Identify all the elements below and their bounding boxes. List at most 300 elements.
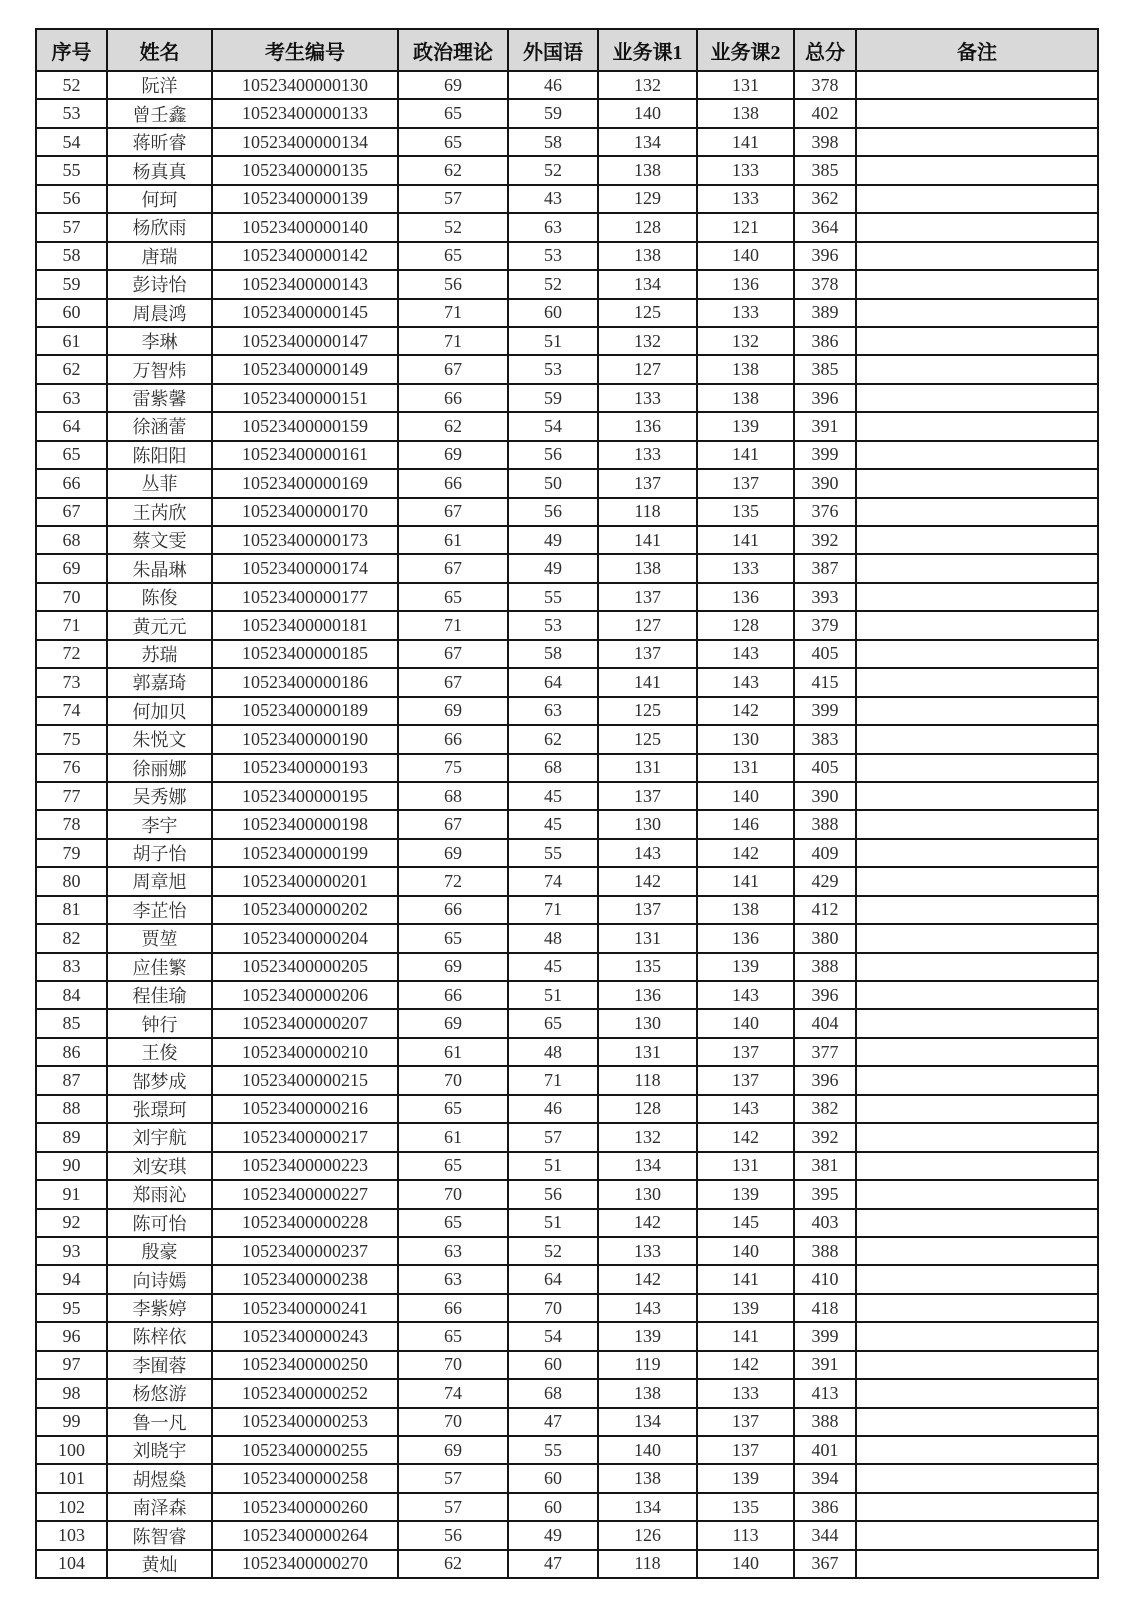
remark-cell xyxy=(856,1521,1098,1549)
table-row xyxy=(36,1464,1098,1492)
candidate-id-cell: 10523400000253 xyxy=(212,1408,398,1436)
total-score-cell: 383 xyxy=(794,725,856,753)
course2-score-cell: 133 xyxy=(697,299,794,327)
candidate-id-cell: 10523400000135 xyxy=(212,156,398,184)
foreign-language-score-cell: 47 xyxy=(508,1408,598,1436)
remark-cell xyxy=(856,1464,1098,1492)
candidate-id-cell: 10523400000139 xyxy=(212,185,398,213)
course2-score-cell: 137 xyxy=(697,1066,794,1094)
course2-score-cell: 143 xyxy=(697,668,794,696)
seq-cell: 87 xyxy=(36,1066,107,1094)
course1-score-cell: 143 xyxy=(598,1294,697,1322)
foreign-language-score-cell: 59 xyxy=(508,384,598,412)
course2-score-cell: 139 xyxy=(697,953,794,981)
total-score-cell: 362 xyxy=(794,185,856,213)
candidate-id-cell: 10523400000140 xyxy=(212,213,398,241)
seq-cell: 53 xyxy=(36,99,107,127)
total-score-cell: 390 xyxy=(794,469,856,497)
name-cell: 杨悠游 xyxy=(107,1379,212,1407)
seq-cell: 80 xyxy=(36,867,107,895)
course2-score-cell: 130 xyxy=(697,725,794,753)
foreign-language-score-cell: 57 xyxy=(508,1123,598,1151)
name-cell: 唐瑞 xyxy=(107,242,212,270)
course2-score-cell: 136 xyxy=(697,270,794,298)
politics-score-cell: 72 xyxy=(398,867,508,895)
politics-score-cell: 61 xyxy=(398,526,508,554)
seq-cell: 93 xyxy=(36,1237,107,1265)
table-row xyxy=(36,1237,1098,1265)
course1-score-cell: 118 xyxy=(598,498,697,526)
table-row xyxy=(36,611,1098,639)
politics-score-cell: 65 xyxy=(398,99,508,127)
total-score-cell: 396 xyxy=(794,981,856,1009)
seq-cell: 84 xyxy=(36,981,107,1009)
table-row xyxy=(36,1123,1098,1151)
foreign-language-score-cell: 56 xyxy=(508,1180,598,1208)
foreign-language-score-cell: 54 xyxy=(508,412,598,440)
total-score-cell: 388 xyxy=(794,1408,856,1436)
table-row xyxy=(36,782,1098,810)
name-cell: 丛菲 xyxy=(107,469,212,497)
candidate-id-cell: 10523400000190 xyxy=(212,725,398,753)
candidate-id-cell: 10523400000199 xyxy=(212,839,398,867)
course1-score-cell: 134 xyxy=(598,1493,697,1521)
foreign-language-score-cell: 55 xyxy=(508,839,598,867)
table-row xyxy=(36,1265,1098,1293)
remark-cell xyxy=(856,99,1098,127)
seq-cell: 63 xyxy=(36,384,107,412)
table-row xyxy=(36,867,1098,895)
foreign-language-score-cell: 55 xyxy=(508,583,598,611)
seq-cell: 69 xyxy=(36,554,107,582)
politics-score-cell: 65 xyxy=(398,128,508,156)
seq-cell: 79 xyxy=(36,839,107,867)
candidate-id-cell: 10523400000260 xyxy=(212,1493,398,1521)
remark-cell xyxy=(856,1038,1098,1066)
foreign-language-score-cell: 65 xyxy=(508,1009,598,1037)
foreign-language-score-cell: 52 xyxy=(508,1237,598,1265)
candidate-id-cell: 10523400000193 xyxy=(212,754,398,782)
name-cell: 曾壬鑫 xyxy=(107,99,212,127)
course2-score-cell: 142 xyxy=(697,1351,794,1379)
foreign-language-score-cell: 49 xyxy=(508,526,598,554)
remark-cell xyxy=(856,1265,1098,1293)
politics-score-cell: 61 xyxy=(398,1123,508,1151)
table-row xyxy=(36,697,1098,725)
remark-cell xyxy=(856,981,1098,1009)
course1-score-cell: 118 xyxy=(598,1550,697,1578)
total-score-cell: 398 xyxy=(794,128,856,156)
remark-cell xyxy=(856,1095,1098,1123)
course2-score-cell: 140 xyxy=(697,782,794,810)
politics-score-cell: 67 xyxy=(398,810,508,838)
seq-cell: 97 xyxy=(36,1351,107,1379)
total-score-cell: 385 xyxy=(794,355,856,383)
politics-score-cell: 71 xyxy=(398,611,508,639)
remark-cell xyxy=(856,384,1098,412)
politics-score-cell: 67 xyxy=(398,554,508,582)
course1-score-cell: 126 xyxy=(598,1521,697,1549)
total-score-cell: 380 xyxy=(794,924,856,952)
candidate-id-cell: 10523400000177 xyxy=(212,583,398,611)
seq-cell: 81 xyxy=(36,896,107,924)
total-score-cell: 410 xyxy=(794,1265,856,1293)
candidate-id-cell: 10523400000159 xyxy=(212,412,398,440)
course1-score-cell: 130 xyxy=(598,810,697,838)
course1-score-cell: 125 xyxy=(598,697,697,725)
remark-cell xyxy=(856,697,1098,725)
course2-score-cell: 138 xyxy=(697,384,794,412)
total-score-cell: 405 xyxy=(794,754,856,782)
remark-cell xyxy=(856,953,1098,981)
remark-cell xyxy=(856,1180,1098,1208)
candidate-id-cell: 10523400000134 xyxy=(212,128,398,156)
name-cell: 王芮欣 xyxy=(107,498,212,526)
seq-cell: 86 xyxy=(36,1038,107,1066)
column-header-candidate-id: 考生编号 xyxy=(212,29,398,71)
course1-score-cell: 125 xyxy=(598,299,697,327)
course2-score-cell: 142 xyxy=(697,697,794,725)
politics-score-cell: 67 xyxy=(398,355,508,383)
course2-score-cell: 133 xyxy=(697,185,794,213)
candidate-id-cell: 10523400000250 xyxy=(212,1351,398,1379)
seq-cell: 57 xyxy=(36,213,107,241)
politics-score-cell: 67 xyxy=(398,498,508,526)
politics-score-cell: 69 xyxy=(398,71,508,99)
candidate-id-cell: 10523400000206 xyxy=(212,981,398,1009)
name-cell: 蒋昕睿 xyxy=(107,128,212,156)
course1-score-cell: 137 xyxy=(598,896,697,924)
table-row xyxy=(36,725,1098,753)
total-score-cell: 405 xyxy=(794,640,856,668)
total-score-cell: 388 xyxy=(794,810,856,838)
name-cell: 程佳瑜 xyxy=(107,981,212,1009)
seq-cell: 54 xyxy=(36,128,107,156)
politics-score-cell: 69 xyxy=(398,839,508,867)
politics-score-cell: 71 xyxy=(398,327,508,355)
course2-score-cell: 113 xyxy=(697,1521,794,1549)
remark-cell xyxy=(856,242,1098,270)
seq-cell: 100 xyxy=(36,1436,107,1464)
course2-score-cell: 121 xyxy=(697,213,794,241)
column-header-foreign-language-score: 外国语 xyxy=(508,29,598,71)
remark-cell xyxy=(856,1294,1098,1322)
name-cell: 郭嘉琦 xyxy=(107,668,212,696)
name-cell: 李囿蓉 xyxy=(107,1351,212,1379)
remark-cell xyxy=(856,583,1098,611)
course2-score-cell: 137 xyxy=(697,1038,794,1066)
candidate-id-cell: 10523400000270 xyxy=(212,1550,398,1578)
course1-score-cell: 125 xyxy=(598,725,697,753)
course1-score-cell: 134 xyxy=(598,1152,697,1180)
course1-score-cell: 131 xyxy=(598,754,697,782)
name-cell: 徐涵蕾 xyxy=(107,412,212,440)
name-cell: 王俊 xyxy=(107,1038,212,1066)
column-header-name: 姓名 xyxy=(107,29,212,71)
remark-cell xyxy=(856,611,1098,639)
name-cell: 陈智睿 xyxy=(107,1521,212,1549)
foreign-language-score-cell: 54 xyxy=(508,1322,598,1350)
course1-score-cell: 138 xyxy=(598,156,697,184)
total-score-cell: 392 xyxy=(794,1123,856,1151)
candidate-id-cell: 10523400000207 xyxy=(212,1009,398,1037)
table-row xyxy=(36,1066,1098,1094)
total-score-cell: 389 xyxy=(794,299,856,327)
candidate-id-cell: 10523400000170 xyxy=(212,498,398,526)
total-score-cell: 394 xyxy=(794,1464,856,1492)
course2-score-cell: 128 xyxy=(697,611,794,639)
table-row xyxy=(36,640,1098,668)
foreign-language-score-cell: 50 xyxy=(508,469,598,497)
table-header xyxy=(36,29,1098,71)
foreign-language-score-cell: 59 xyxy=(508,99,598,127)
foreign-language-score-cell: 74 xyxy=(508,867,598,895)
course2-score-cell: 131 xyxy=(697,754,794,782)
candidate-id-cell: 10523400000204 xyxy=(212,924,398,952)
name-cell: 陈阳阳 xyxy=(107,441,212,469)
seq-cell: 52 xyxy=(36,71,107,99)
foreign-language-score-cell: 46 xyxy=(508,71,598,99)
foreign-language-score-cell: 60 xyxy=(508,1351,598,1379)
total-score-cell: 413 xyxy=(794,1379,856,1407)
course2-score-cell: 140 xyxy=(697,242,794,270)
foreign-language-score-cell: 64 xyxy=(508,1265,598,1293)
candidate-id-cell: 10523400000215 xyxy=(212,1066,398,1094)
seq-cell: 72 xyxy=(36,640,107,668)
course1-score-cell: 135 xyxy=(598,953,697,981)
name-cell: 胡子怡 xyxy=(107,839,212,867)
politics-score-cell: 69 xyxy=(398,1436,508,1464)
candidate-id-cell: 10523400000237 xyxy=(212,1237,398,1265)
politics-score-cell: 57 xyxy=(398,185,508,213)
name-cell: 黄灿 xyxy=(107,1550,212,1578)
table-row xyxy=(36,185,1098,213)
table-row xyxy=(36,1493,1098,1521)
table-row xyxy=(36,498,1098,526)
foreign-language-score-cell: 58 xyxy=(508,640,598,668)
remark-cell xyxy=(856,839,1098,867)
politics-score-cell: 56 xyxy=(398,1521,508,1549)
remark-cell xyxy=(856,1550,1098,1578)
remark-cell xyxy=(856,1436,1098,1464)
remark-cell xyxy=(856,412,1098,440)
course1-score-cell: 129 xyxy=(598,185,697,213)
name-cell: 贾堃 xyxy=(107,924,212,952)
name-cell: 吴秀娜 xyxy=(107,782,212,810)
foreign-language-score-cell: 71 xyxy=(508,896,598,924)
politics-score-cell: 69 xyxy=(398,697,508,725)
course1-score-cell: 131 xyxy=(598,1038,697,1066)
table-row xyxy=(36,1038,1098,1066)
table-row xyxy=(36,1294,1098,1322)
course1-score-cell: 138 xyxy=(598,554,697,582)
total-score-cell: 418 xyxy=(794,1294,856,1322)
foreign-language-score-cell: 45 xyxy=(508,782,598,810)
seq-cell: 94 xyxy=(36,1265,107,1293)
remark-cell xyxy=(856,924,1098,952)
table-row xyxy=(36,1351,1098,1379)
politics-score-cell: 69 xyxy=(398,953,508,981)
candidate-id-cell: 10523400000228 xyxy=(212,1209,398,1237)
foreign-language-score-cell: 48 xyxy=(508,924,598,952)
course1-score-cell: 138 xyxy=(598,242,697,270)
remark-cell xyxy=(856,640,1098,668)
seq-cell: 98 xyxy=(36,1379,107,1407)
table-row xyxy=(36,1550,1098,1578)
course2-score-cell: 136 xyxy=(697,924,794,952)
total-score-cell: 388 xyxy=(794,1237,856,1265)
total-score-cell: 386 xyxy=(794,1493,856,1521)
foreign-language-score-cell: 43 xyxy=(508,185,598,213)
seq-cell: 65 xyxy=(36,441,107,469)
seq-cell: 67 xyxy=(36,498,107,526)
table-row xyxy=(36,953,1098,981)
table-row xyxy=(36,1379,1098,1407)
remark-cell xyxy=(856,1009,1098,1037)
course2-score-cell: 133 xyxy=(697,554,794,582)
course1-score-cell: 138 xyxy=(598,1379,697,1407)
table-row xyxy=(36,469,1098,497)
candidate-id-cell: 10523400000223 xyxy=(212,1152,398,1180)
course1-score-cell: 137 xyxy=(598,583,697,611)
foreign-language-score-cell: 55 xyxy=(508,1436,598,1464)
table-row xyxy=(36,839,1098,867)
name-cell: 陈俊 xyxy=(107,583,212,611)
foreign-language-score-cell: 56 xyxy=(508,498,598,526)
name-cell: 向诗嫣 xyxy=(107,1265,212,1293)
course2-score-cell: 140 xyxy=(697,1237,794,1265)
candidate-id-cell: 10523400000143 xyxy=(212,270,398,298)
politics-score-cell: 67 xyxy=(398,668,508,696)
politics-score-cell: 65 xyxy=(398,1322,508,1350)
seq-cell: 90 xyxy=(36,1152,107,1180)
candidate-id-cell: 10523400000252 xyxy=(212,1379,398,1407)
name-cell: 殷豪 xyxy=(107,1237,212,1265)
column-header-remark: 备注 xyxy=(856,29,1098,71)
candidate-id-cell: 10523400000255 xyxy=(212,1436,398,1464)
table-body xyxy=(36,71,1098,1578)
foreign-language-score-cell: 45 xyxy=(508,810,598,838)
candidate-id-cell: 10523400000161 xyxy=(212,441,398,469)
candidate-id-cell: 10523400000195 xyxy=(212,782,398,810)
total-score-cell: 392 xyxy=(794,526,856,554)
course1-score-cell: 138 xyxy=(598,1464,697,1492)
course2-score-cell: 138 xyxy=(697,355,794,383)
remark-cell xyxy=(856,71,1098,99)
table-row xyxy=(36,1180,1098,1208)
total-score-cell: 382 xyxy=(794,1095,856,1123)
politics-score-cell: 70 xyxy=(398,1408,508,1436)
course2-score-cell: 141 xyxy=(697,1322,794,1350)
course2-score-cell: 143 xyxy=(697,640,794,668)
total-score-cell: 404 xyxy=(794,1009,856,1037)
name-cell: 杨真真 xyxy=(107,156,212,184)
politics-score-cell: 52 xyxy=(398,213,508,241)
course2-score-cell: 131 xyxy=(697,1152,794,1180)
candidate-id-cell: 10523400000169 xyxy=(212,469,398,497)
remark-cell xyxy=(856,1123,1098,1151)
remark-cell xyxy=(856,156,1098,184)
politics-score-cell: 69 xyxy=(398,1009,508,1037)
seq-cell: 83 xyxy=(36,953,107,981)
seq-cell: 89 xyxy=(36,1123,107,1151)
table-row xyxy=(36,810,1098,838)
course2-score-cell: 141 xyxy=(697,128,794,156)
remark-cell xyxy=(856,526,1098,554)
course1-score-cell: 139 xyxy=(598,1322,697,1350)
seq-cell: 71 xyxy=(36,611,107,639)
table-row xyxy=(36,1152,1098,1180)
remark-cell xyxy=(856,469,1098,497)
foreign-language-score-cell: 51 xyxy=(508,1152,598,1180)
candidate-id-cell: 10523400000151 xyxy=(212,384,398,412)
candidate-id-cell: 10523400000145 xyxy=(212,299,398,327)
remark-cell xyxy=(856,668,1098,696)
candidate-id-cell: 10523400000216 xyxy=(212,1095,398,1123)
total-score-cell: 364 xyxy=(794,213,856,241)
foreign-language-score-cell: 64 xyxy=(508,668,598,696)
seq-cell: 95 xyxy=(36,1294,107,1322)
politics-score-cell: 62 xyxy=(398,412,508,440)
remark-cell xyxy=(856,1237,1098,1265)
course1-score-cell: 130 xyxy=(598,1180,697,1208)
politics-score-cell: 65 xyxy=(398,1209,508,1237)
total-score-cell: 388 xyxy=(794,953,856,981)
foreign-language-score-cell: 63 xyxy=(508,697,598,725)
politics-score-cell: 71 xyxy=(398,299,508,327)
total-score-cell: 386 xyxy=(794,327,856,355)
seq-cell: 56 xyxy=(36,185,107,213)
name-cell: 陈梓依 xyxy=(107,1322,212,1350)
course1-score-cell: 133 xyxy=(598,384,697,412)
name-cell: 陈可怡 xyxy=(107,1209,212,1237)
table-row xyxy=(36,128,1098,156)
name-cell: 黄元元 xyxy=(107,611,212,639)
name-cell: 万智炜 xyxy=(107,355,212,383)
remark-cell xyxy=(856,782,1098,810)
table-row xyxy=(36,412,1098,440)
table-row xyxy=(36,384,1098,412)
seq-cell: 59 xyxy=(36,270,107,298)
table-row xyxy=(36,924,1098,952)
total-score-cell: 378 xyxy=(794,270,856,298)
seq-cell: 85 xyxy=(36,1009,107,1037)
foreign-language-score-cell: 60 xyxy=(508,1493,598,1521)
table-row xyxy=(36,1408,1098,1436)
course1-score-cell: 134 xyxy=(598,1408,697,1436)
foreign-language-score-cell: 46 xyxy=(508,1095,598,1123)
name-cell: 苏瑞 xyxy=(107,640,212,668)
name-cell: 彭诗怡 xyxy=(107,270,212,298)
politics-score-cell: 65 xyxy=(398,1152,508,1180)
candidate-id-cell: 10523400000174 xyxy=(212,554,398,582)
total-score-cell: 379 xyxy=(794,611,856,639)
total-score-cell: 396 xyxy=(794,1066,856,1094)
seq-cell: 62 xyxy=(36,355,107,383)
politics-score-cell: 57 xyxy=(398,1493,508,1521)
course2-score-cell: 139 xyxy=(697,1294,794,1322)
candidate-id-cell: 10523400000241 xyxy=(212,1294,398,1322)
remark-cell xyxy=(856,867,1098,895)
politics-score-cell: 61 xyxy=(398,1038,508,1066)
name-cell: 钟行 xyxy=(107,1009,212,1037)
seq-cell: 102 xyxy=(36,1493,107,1521)
candidate-id-cell: 10523400000243 xyxy=(212,1322,398,1350)
foreign-language-score-cell: 51 xyxy=(508,327,598,355)
course2-score-cell: 141 xyxy=(697,526,794,554)
course1-score-cell: 141 xyxy=(598,526,697,554)
candidate-id-cell: 10523400000201 xyxy=(212,867,398,895)
